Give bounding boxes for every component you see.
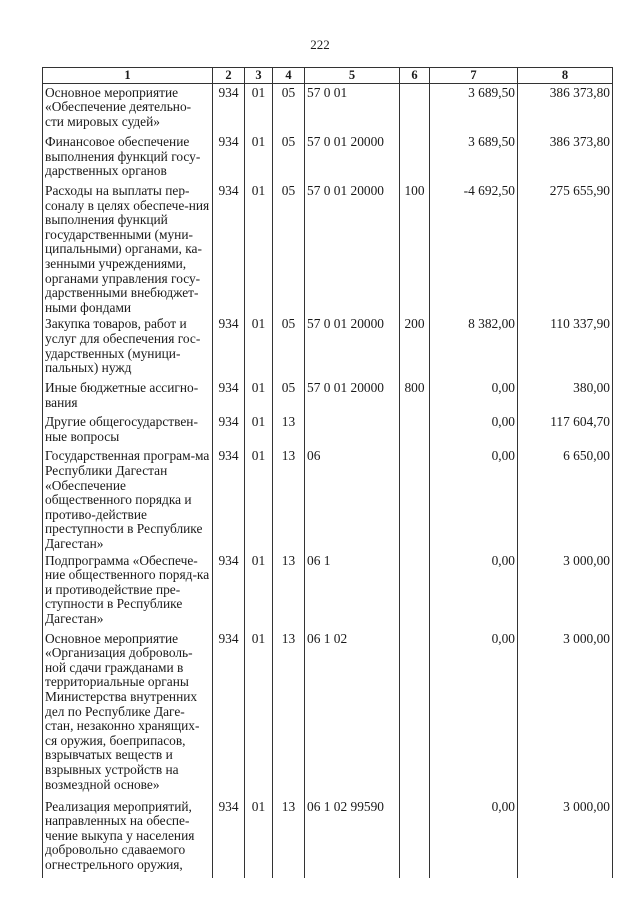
header-col-4: 4 [273, 68, 305, 84]
total-sum-cell: 275 655,90 [518, 182, 613, 315]
total-sum-cell: 386 373,80 [518, 133, 613, 182]
rz-cell: 01 [245, 133, 273, 182]
pr-cell: 13 [273, 798, 305, 878]
table-row [43, 630, 613, 798]
vr-cell [400, 447, 430, 551]
pr-cell: 13 [273, 413, 305, 447]
row-name-cell: Подпрограмма «Обеспече-ние общественного поряд-ка и противодействие пре-ступности в Республике Дагестан» [43, 552, 213, 630]
header-col-7: 7 [430, 68, 518, 84]
vr-cell: 100 [400, 182, 430, 315]
ved-cell: 934 [213, 315, 245, 379]
change-sum-cell: 0,00 [430, 630, 518, 798]
csr-cell: 57 0 01 20000 [305, 379, 400, 413]
header-col-2: 2 [213, 68, 245, 84]
row-name-cell: Другие общегосударствен-ные вопросы [43, 413, 213, 447]
change-sum-cell: 3 689,50 [430, 133, 518, 182]
pr-cell: 13 [273, 447, 305, 551]
rz-cell: 01 [245, 447, 273, 551]
csr-cell: 57 0 01 20000 [305, 315, 400, 379]
row-name-cell: Основное мероприятие «Обеспечение деятельно-сти мировых судей» [43, 83, 213, 133]
rz-cell: 01 [245, 630, 273, 798]
csr-cell: 06 1 02 99590 [305, 798, 400, 878]
ved-cell: 934 [213, 552, 245, 630]
csr-cell: 06 [305, 447, 400, 551]
pr-cell: 05 [273, 315, 305, 379]
change-sum-cell: 0,00 [430, 552, 518, 630]
rz-cell: 01 [245, 413, 273, 447]
vr-cell: 200 [400, 315, 430, 379]
table-row [43, 315, 613, 379]
pr-cell: 13 [273, 630, 305, 798]
rz-cell: 01 [245, 379, 273, 413]
change-sum-cell: 0,00 [430, 413, 518, 447]
table-row [43, 83, 613, 133]
total-sum-cell: 3 000,00 [518, 552, 613, 630]
change-sum-cell: -4 692,50 [430, 182, 518, 315]
header-row [43, 68, 613, 84]
vr-cell [400, 83, 430, 133]
change-sum-cell: 8 382,00 [430, 315, 518, 379]
ved-cell: 934 [213, 630, 245, 798]
vr-cell [400, 798, 430, 878]
pr-cell: 05 [273, 182, 305, 315]
ved-cell: 934 [213, 413, 245, 447]
table-row [43, 447, 613, 551]
vr-cell [400, 630, 430, 798]
pr-cell: 13 [273, 552, 305, 630]
rz-cell: 01 [245, 552, 273, 630]
csr-cell: 57 0 01 20000 [305, 182, 400, 315]
total-sum-cell: 386 373,80 [518, 83, 613, 133]
csr-cell: 06 1 02 [305, 630, 400, 798]
pr-cell: 05 [273, 379, 305, 413]
ved-cell: 934 [213, 798, 245, 878]
row-name-cell: Иные бюджетные ассигно-вания [43, 379, 213, 413]
rz-cell: 01 [245, 315, 273, 379]
csr-cell: 06 1 [305, 552, 400, 630]
csr-cell [305, 413, 400, 447]
row-name-cell: Закупка товаров, работ и услуг для обеспечения гос-ударственных (муници-пальных) нужд [43, 315, 213, 379]
table-row [43, 552, 613, 630]
pr-cell: 05 [273, 133, 305, 182]
row-name-cell: Финансовое обеспечение выполнения функций госу-дарственных органов [43, 133, 213, 182]
header-col-5: 5 [305, 68, 400, 84]
change-sum-cell: 0,00 [430, 798, 518, 878]
row-name-cell: Реализация мероприятий, направленных на обеспе-чение выкупа у населения добровольно сдаваемого огнестрельного оружия, [43, 798, 213, 878]
row-name-cell: Государственная програм-ма Республики Дагестан «Обеспечение общественного порядка и противо-действие преступности в Республике Дагестан» [43, 447, 213, 551]
change-sum-cell: 0,00 [430, 379, 518, 413]
vr-cell [400, 133, 430, 182]
rz-cell: 01 [245, 798, 273, 878]
table-row [43, 413, 613, 447]
total-sum-cell: 110 337,90 [518, 315, 613, 379]
header-col-8: 8 [518, 68, 613, 84]
csr-cell: 57 0 01 20000 [305, 133, 400, 182]
rz-cell: 01 [245, 182, 273, 315]
csr-cell: 57 0 01 [305, 83, 400, 133]
change-sum-cell: 0,00 [430, 447, 518, 551]
ved-cell: 934 [213, 133, 245, 182]
change-sum-cell: 3 689,50 [430, 83, 518, 133]
vr-cell [400, 413, 430, 447]
total-sum-cell: 380,00 [518, 379, 613, 413]
total-sum-cell: 6 650,00 [518, 447, 613, 551]
total-sum-cell: 3 000,00 [518, 798, 613, 878]
row-name-cell: Расходы на выплаты пер-соналу в целях обеспече-ния выполнения функций государственными (муни-ципальными) органами, ка-зенными учреждениями, органами управления госу-дарственными внебюджет-ными фондами [43, 182, 213, 315]
total-sum-cell: 3 000,00 [518, 630, 613, 798]
vr-cell: 800 [400, 379, 430, 413]
header-col-1: 1 [43, 68, 213, 84]
page-number: 222 [310, 37, 330, 52]
row-name-cell: Основное мероприятие «Организация доброволь-ной сдачи гражданами в территориальные органы Министерства внутренних дел по Республике Даге-стан, незаконно хранящих-ся оружия, боеприпасов, взрывчатых веществ и взрывных устройств на возмездной основе» [43, 630, 213, 798]
table-row [43, 133, 613, 182]
vr-cell [400, 552, 430, 630]
header-col-3: 3 [245, 68, 273, 84]
ved-cell: 934 [213, 379, 245, 413]
budget-table [42, 67, 613, 878]
rz-cell: 01 [245, 83, 273, 133]
ved-cell: 934 [213, 447, 245, 551]
table-row [43, 379, 613, 413]
table-row [43, 182, 613, 315]
table-row [43, 798, 613, 878]
header-col-6: 6 [400, 68, 430, 84]
ved-cell: 934 [213, 182, 245, 315]
ved-cell: 934 [213, 83, 245, 133]
total-sum-cell: 117 604,70 [518, 413, 613, 447]
pr-cell: 05 [273, 83, 305, 133]
